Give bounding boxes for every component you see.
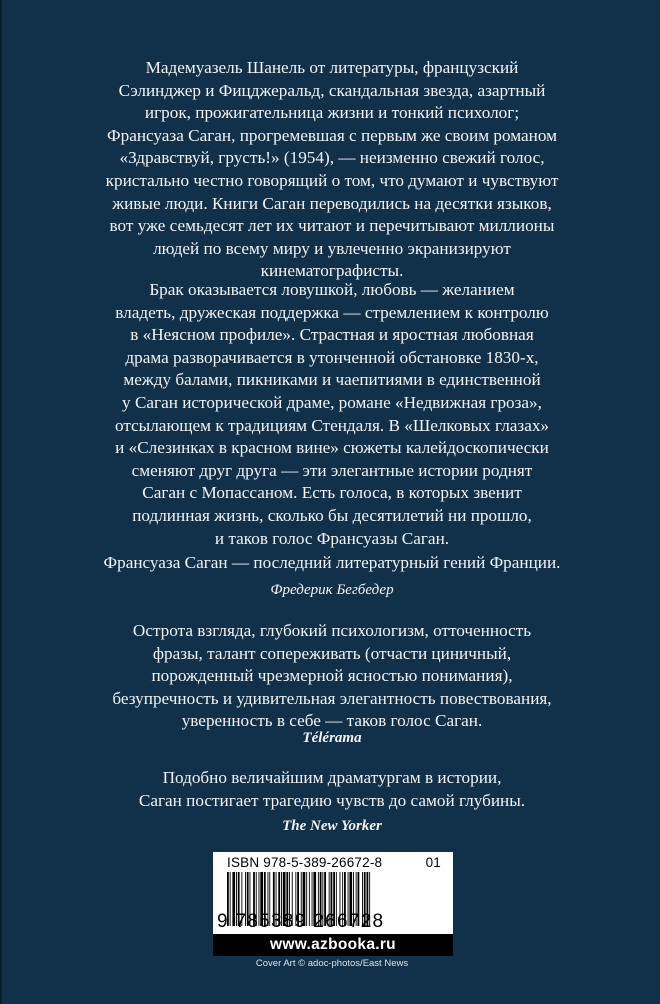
review-quote-3	[62, 767, 602, 812]
quote-line: фразы, талант сопереживать (отчасти циничный,	[152, 643, 512, 663]
blurb-line: у Саган исторической драме, романе «Недвижная гроза»,	[122, 392, 542, 412]
blurb-line: в «Неясном профиле». Страстная и яростная любовная	[130, 325, 534, 345]
blurb-line: Брак оказывается ловушкой, любовь — желанием	[149, 280, 515, 299]
blurb-line: Сэлинджер и Фицджеральд, скандальная звезда, азартный	[118, 80, 546, 100]
isbn-addon: 01	[425, 855, 441, 870]
blurb-line: кристально честно говорящий о том, что думают и чувствуют	[105, 170, 559, 190]
blurb-line: владеть, дружеская поддержка — стремлением к контролю	[115, 302, 549, 322]
blurb-line: игрок, прожигательница жизни и тонкий психолог;	[144, 103, 520, 123]
quote-attribution-3: The New Yorker	[282, 818, 382, 834]
isbn-number: ISBN 978-5-389-26672-8	[227, 855, 383, 870]
blurb-line: вот уже семьдесят лет их читают и перечитывают миллионы	[109, 216, 555, 236]
blurb-paragraph-2	[62, 279, 602, 550]
blurb-line: живые люди. Книги Саган переводились на десятки языков,	[112, 193, 552, 213]
blurb-line: кинематографисты.	[260, 261, 404, 281]
blurb-line: Франсуаза Саган, прогремевшая с первым же своим романом	[107, 125, 557, 145]
blurb-line: отсылающем к традициям Стендаля. В «Шелковых глазах»	[114, 415, 550, 435]
quote-attribution-2: Télérama	[302, 730, 362, 746]
publisher-url: www.azbooka.ru	[213, 934, 453, 956]
quote-line: Франсуаза Саган — последний литературный гений Франции.	[103, 553, 561, 572]
quote-line: Подобно величайшим драматургам в истории,	[162, 768, 502, 787]
blurb-line: между балами, пикниками и чаепитиями в единственной	[123, 370, 541, 390]
isbn-barcode	[213, 852, 453, 956]
isbn-row	[227, 855, 441, 870]
quote-line: уверенность в себе — таков голос Саган.	[181, 711, 483, 731]
blurb-line: сменяют друг друга — эти элегантные истории роднят	[131, 460, 533, 480]
barcode-digits: 9 785389 266728	[217, 911, 385, 932]
blurb-line: Саган с Мопассаном. Есть голоса, в которых звенит	[142, 483, 522, 503]
blurb-line: драма разворачивается в утонченной обстановке 1830-х,	[125, 347, 539, 367]
blurb-line: и таков голос Франсуазы Саган.	[214, 528, 450, 548]
blurb-paragraph-1	[62, 57, 602, 283]
quote-line: Острота взгляда, глубокий психологизм, отточенность	[132, 621, 532, 640]
quote-line: порожденный чрезмерной ясностью понимания),	[151, 666, 513, 686]
blurb-line: «Здравствуй, грусть!» (1954), — неизменно свежий голос,	[119, 148, 545, 168]
review-quote-1	[62, 552, 602, 575]
quote-attribution-1: Фредерик Бегбедер	[270, 582, 394, 598]
blurb-line: и «Слезинках в красном вине» сюжеты калейдоскопически	[115, 438, 549, 458]
cover-art-credit: Cover Art © adoc-photos/East News	[255, 958, 409, 969]
blurb-line: Мадемуазель Шанель от литературы, французский	[145, 58, 519, 77]
blurb-line: людей по всему миру и увлеченно экранизируют	[153, 238, 511, 258]
quote-line: безупречность и удивительная элегантность повествования,	[112, 688, 552, 708]
review-quote-2	[62, 620, 602, 733]
quote-line: Саган постигает трагедию чувств до самой глубины.	[138, 790, 526, 810]
blurb-line: подлинная жизнь, сколько бы десятилетий ни прошло,	[132, 505, 532, 525]
